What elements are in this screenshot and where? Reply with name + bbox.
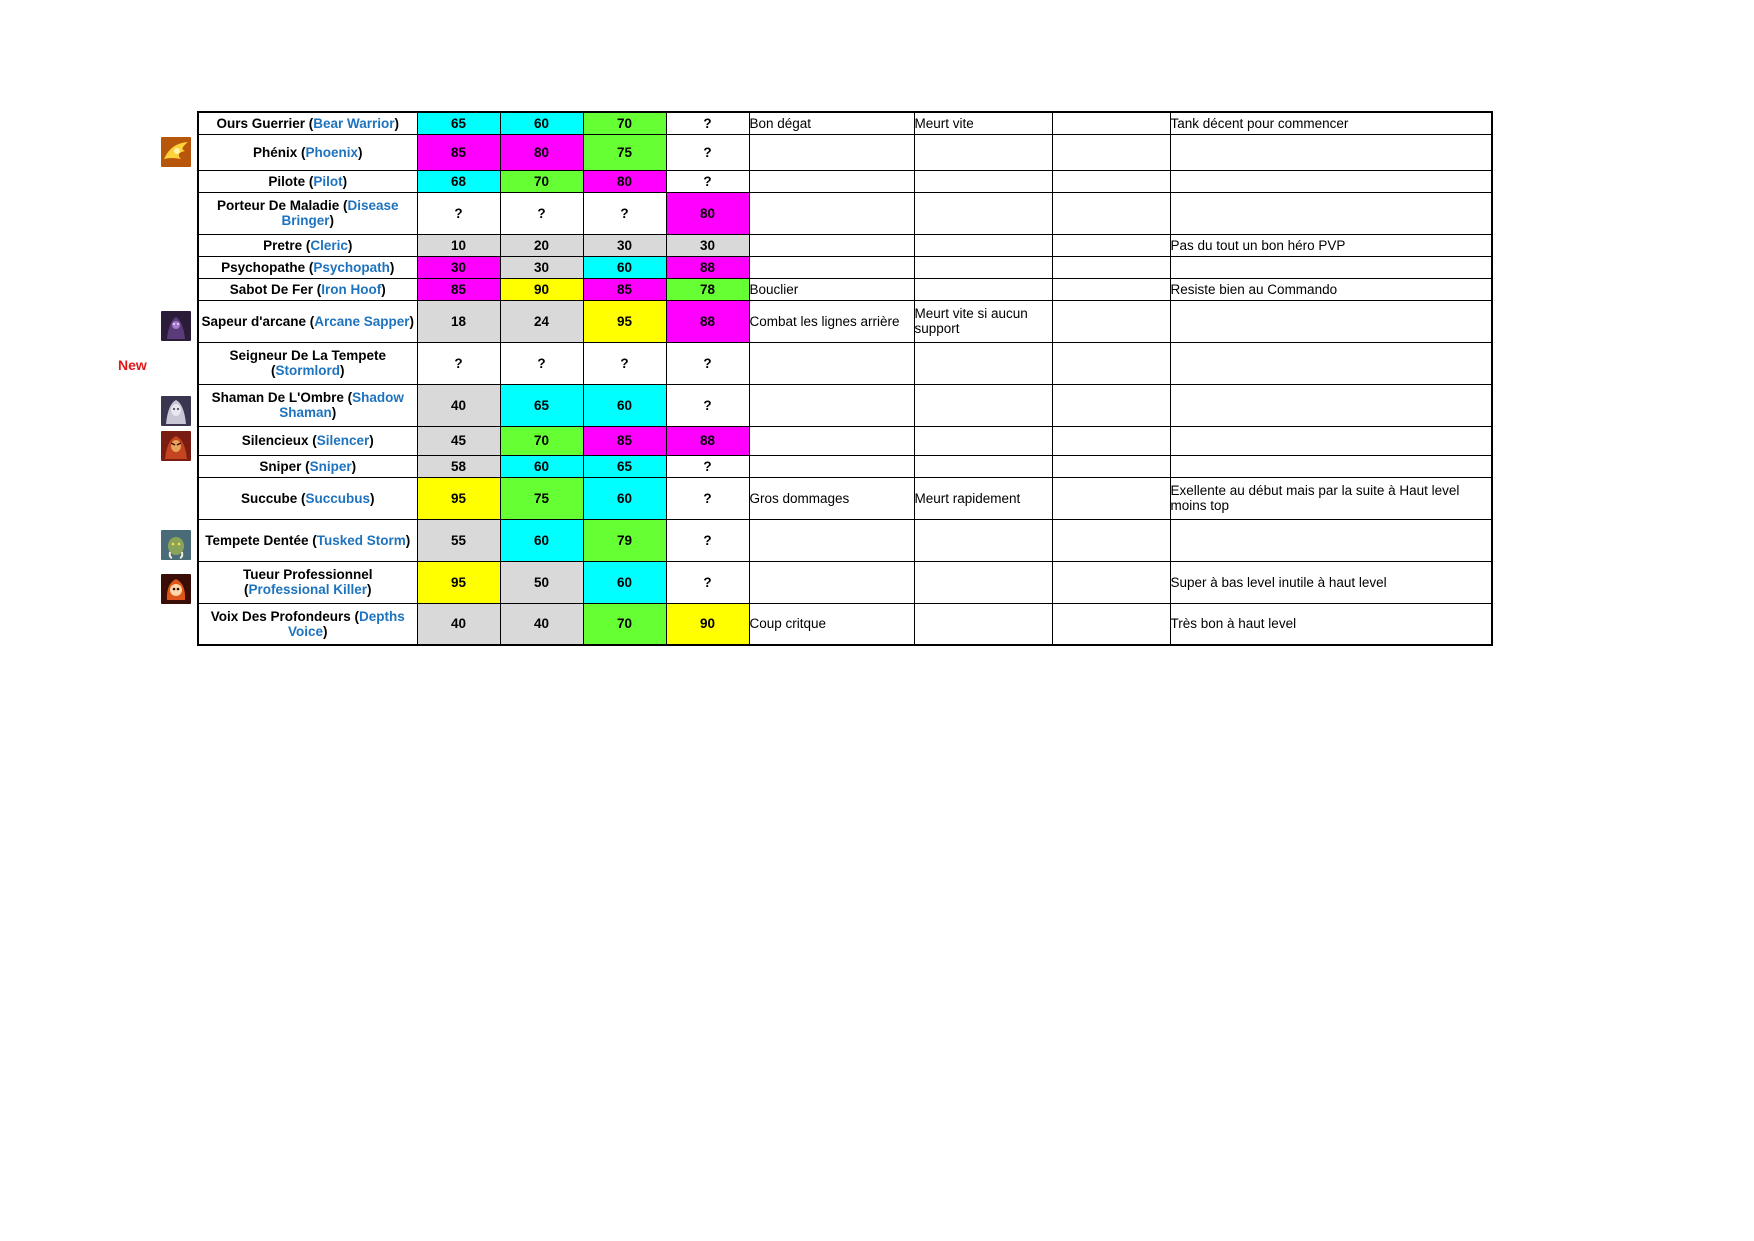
hero-english-name: Phoenix bbox=[305, 144, 359, 160]
comment-cell-c3 bbox=[1052, 278, 1170, 300]
hero-name-cell bbox=[198, 455, 417, 477]
comment-cell-c3 bbox=[1052, 384, 1170, 426]
stat-cell: 60 bbox=[500, 455, 583, 477]
table-row bbox=[198, 342, 1492, 384]
hero-french-name: Sapeur d'arcane bbox=[201, 313, 306, 329]
hero-english-name: Pilot bbox=[313, 173, 343, 189]
shadow-shaman-portrait-icon bbox=[161, 396, 191, 426]
comment-cell-c4 bbox=[1170, 300, 1492, 342]
comment-cell-c3 bbox=[1052, 112, 1170, 134]
hero-name-cell bbox=[198, 342, 417, 384]
comment-cell-c2 bbox=[914, 426, 1052, 455]
table-row bbox=[198, 384, 1492, 426]
stat-cell: 95 bbox=[583, 300, 666, 342]
hero-french-name: Seigneur De La Tempete bbox=[229, 348, 387, 363]
stat-cell: ? bbox=[666, 477, 749, 519]
stat-cell: 85 bbox=[417, 134, 500, 170]
stat-cell: 65 bbox=[500, 384, 583, 426]
hero-french-name: Sabot De Fer bbox=[229, 281, 314, 297]
comment-cell-c2 bbox=[914, 342, 1052, 384]
paren-close: ) bbox=[394, 115, 400, 131]
stat-cell: ? bbox=[583, 192, 666, 234]
stat-cell: 40 bbox=[500, 603, 583, 645]
stat-cell: 90 bbox=[500, 278, 583, 300]
stat-cell: 65 bbox=[583, 455, 666, 477]
comment-cell-c3 bbox=[1052, 603, 1170, 645]
paren-open: ( bbox=[305, 173, 314, 189]
hero-name-cell bbox=[198, 234, 417, 256]
table-row bbox=[198, 519, 1492, 561]
paren-open: ( bbox=[305, 115, 314, 131]
comment-cell-c1 bbox=[749, 234, 914, 256]
stat-cell: ? bbox=[666, 561, 749, 603]
new-label: New bbox=[118, 357, 147, 373]
stat-cell: 80 bbox=[583, 170, 666, 192]
stat-cell: ? bbox=[500, 192, 583, 234]
comment-cell-c4: Resiste bien au Commando bbox=[1170, 278, 1492, 300]
comment-cell-c2: Meurt rapidement bbox=[914, 477, 1052, 519]
stat-cell: 95 bbox=[417, 561, 500, 603]
comment-cell-c1: Coup critque bbox=[749, 603, 914, 645]
table-row bbox=[198, 134, 1492, 170]
comment-cell-c3 bbox=[1052, 192, 1170, 234]
paren-close: ) bbox=[340, 363, 345, 378]
comment-cell-c1: Gros dommages bbox=[749, 477, 914, 519]
stat-cell: 90 bbox=[666, 603, 749, 645]
stat-cell: ? bbox=[417, 192, 500, 234]
stat-cell: 55 bbox=[417, 519, 500, 561]
stat-cell: 75 bbox=[583, 134, 666, 170]
stat-cell: 30 bbox=[583, 234, 666, 256]
stat-cell: 60 bbox=[583, 477, 666, 519]
paren-open: ( bbox=[302, 237, 311, 253]
comment-cell-c1 bbox=[749, 384, 914, 426]
paren-close: ) bbox=[369, 433, 374, 448]
comment-cell-c3 bbox=[1052, 256, 1170, 278]
hero-french-name: Tueur Professionnel bbox=[242, 567, 373, 582]
comment-cell-c2 bbox=[914, 519, 1052, 561]
comment-cell-c3 bbox=[1052, 134, 1170, 170]
stat-cell: 65 bbox=[417, 112, 500, 134]
hero-english-name: Bear Warrior bbox=[313, 115, 395, 131]
comment-cell-c3 bbox=[1052, 170, 1170, 192]
stat-cell: 80 bbox=[666, 192, 749, 234]
stat-cell: ? bbox=[666, 342, 749, 384]
stat-cell: 95 bbox=[417, 477, 500, 519]
stat-cell: 40 bbox=[417, 384, 500, 426]
comment-cell-c4 bbox=[1170, 455, 1492, 477]
comment-cell-c2 bbox=[914, 561, 1052, 603]
stat-cell: 88 bbox=[666, 256, 749, 278]
comment-cell-c3 bbox=[1052, 300, 1170, 342]
stat-cell: 10 bbox=[417, 234, 500, 256]
comment-cell-c1 bbox=[749, 455, 914, 477]
paren-close: ) bbox=[347, 237, 353, 253]
stat-cell: 24 bbox=[500, 300, 583, 342]
comment-cell-c2 bbox=[914, 170, 1052, 192]
stat-cell: ? bbox=[666, 170, 749, 192]
hero-name-cell bbox=[198, 112, 417, 134]
stat-cell: ? bbox=[666, 519, 749, 561]
comment-cell-c3 bbox=[1052, 342, 1170, 384]
hero-stats-table bbox=[197, 111, 1493, 646]
comment-cell-c1 bbox=[749, 426, 914, 455]
stat-cell: 40 bbox=[417, 603, 500, 645]
table-row bbox=[198, 426, 1492, 455]
hero-name-cell bbox=[198, 384, 417, 426]
paren-open: ( bbox=[301, 458, 310, 474]
paren-open: ( bbox=[343, 390, 353, 405]
comment-cell-c4: Super à bas level inutile à haut level bbox=[1170, 561, 1492, 603]
hero-name-cell bbox=[198, 300, 417, 342]
paren-open: ( bbox=[313, 281, 322, 297]
comment-cell-c4: Exellente au début mais par la suite à Haut level moins top bbox=[1170, 477, 1492, 519]
stat-cell: 85 bbox=[417, 278, 500, 300]
comment-cell-c1 bbox=[749, 342, 914, 384]
hero-french-name: Sniper bbox=[259, 458, 302, 474]
stat-cell: ? bbox=[583, 342, 666, 384]
comment-cell-c4 bbox=[1170, 256, 1492, 278]
hero-french-name: Succube bbox=[240, 490, 298, 506]
paren-open: ( bbox=[308, 532, 317, 548]
hero-english-name: Tusked Storm bbox=[316, 532, 406, 548]
stat-cell: 60 bbox=[583, 384, 666, 426]
stat-cell: 45 bbox=[417, 426, 500, 455]
stat-cell: 50 bbox=[500, 561, 583, 603]
paren-close: ) bbox=[342, 173, 348, 189]
arcane-sapper-portrait-icon bbox=[161, 311, 191, 341]
paren-close: ) bbox=[367, 582, 372, 597]
hero-name-cell bbox=[198, 256, 417, 278]
hero-name-cell bbox=[198, 192, 417, 234]
comment-cell-c3 bbox=[1052, 455, 1170, 477]
comment-cell-c4: Pas du tout un bon héro PVP bbox=[1170, 234, 1492, 256]
hero-english-name: Silencer bbox=[316, 433, 370, 448]
comment-cell-c2 bbox=[914, 192, 1052, 234]
paren-close: ) bbox=[351, 458, 357, 474]
stat-cell: ? bbox=[417, 342, 500, 384]
paren-close: ) bbox=[389, 259, 395, 275]
hero-french-name: Pretre bbox=[263, 237, 303, 253]
stat-cell: 30 bbox=[500, 256, 583, 278]
table-row bbox=[198, 300, 1492, 342]
stat-cell: 85 bbox=[583, 426, 666, 455]
comment-cell-c1 bbox=[749, 519, 914, 561]
stat-cell: 60 bbox=[583, 561, 666, 603]
stat-cell: 30 bbox=[417, 256, 500, 278]
hero-french-name: Voix Des Profondeurs bbox=[210, 608, 351, 624]
comment-cell-c3 bbox=[1052, 561, 1170, 603]
paren-open: ( bbox=[308, 433, 317, 448]
comment-cell-c2 bbox=[914, 234, 1052, 256]
table-row bbox=[198, 192, 1492, 234]
stat-cell: 70 bbox=[583, 603, 666, 645]
hero-english-name: Iron Hoof bbox=[321, 281, 382, 297]
paren-close: ) bbox=[331, 405, 337, 420]
table-row bbox=[198, 561, 1492, 603]
paren-open: ( bbox=[297, 144, 306, 160]
comment-cell-c1 bbox=[749, 192, 914, 234]
stat-cell: 60 bbox=[500, 112, 583, 134]
comment-cell-c1 bbox=[749, 170, 914, 192]
comment-cell-c1: Bouclier bbox=[749, 278, 914, 300]
comment-cell-c4 bbox=[1170, 170, 1492, 192]
hero-english-name: Arcane Sapper bbox=[314, 313, 410, 329]
tusked-storm-portrait-icon bbox=[161, 530, 191, 560]
stat-cell: 88 bbox=[666, 426, 749, 455]
comment-cell-c4 bbox=[1170, 384, 1492, 426]
stat-cell: 70 bbox=[500, 426, 583, 455]
professional-killer-portrait-icon bbox=[161, 574, 191, 604]
comment-cell-c4: Tank décent pour commencer bbox=[1170, 112, 1492, 134]
hero-english-name: Stormlord bbox=[275, 363, 340, 378]
hero-french-name: Ours Guerrier bbox=[216, 115, 305, 131]
table-row bbox=[198, 112, 1492, 134]
stat-cell: 70 bbox=[500, 170, 583, 192]
comment-cell-c4 bbox=[1170, 342, 1492, 384]
stat-cell: 85 bbox=[583, 278, 666, 300]
stat-cell: 79 bbox=[583, 519, 666, 561]
stat-cell: 88 bbox=[666, 300, 749, 342]
stat-cell: 70 bbox=[583, 112, 666, 134]
table-row bbox=[198, 455, 1492, 477]
table-row bbox=[198, 477, 1492, 519]
paren-close: ) bbox=[409, 313, 415, 329]
paren-close: ) bbox=[370, 490, 375, 506]
phoenix-portrait-icon bbox=[161, 137, 191, 167]
paren-close: ) bbox=[358, 144, 363, 160]
comment-cell-c4 bbox=[1170, 192, 1492, 234]
comment-cell-c2 bbox=[914, 134, 1052, 170]
paren-close: ) bbox=[381, 281, 386, 297]
stat-cell: 78 bbox=[666, 278, 749, 300]
stat-cell: ? bbox=[666, 455, 749, 477]
paren-open: ( bbox=[339, 198, 348, 213]
paren-close: ) bbox=[329, 213, 334, 228]
hero-french-name: Shaman De L'Ombre bbox=[211, 390, 344, 405]
hero-name-cell bbox=[198, 426, 417, 455]
stat-cell: ? bbox=[666, 134, 749, 170]
paren-close: ) bbox=[323, 623, 328, 639]
stat-cell: 30 bbox=[666, 234, 749, 256]
stat-cell: ? bbox=[500, 342, 583, 384]
silencer-portrait-icon bbox=[161, 431, 191, 461]
hero-french-name: Porteur De Maladie bbox=[216, 198, 340, 213]
table-row bbox=[198, 256, 1492, 278]
stat-cell: 75 bbox=[500, 477, 583, 519]
paren-open: ( bbox=[243, 582, 249, 597]
comment-cell-c2 bbox=[914, 455, 1052, 477]
comment-cell-c2 bbox=[914, 278, 1052, 300]
comment-cell-c2 bbox=[914, 256, 1052, 278]
comment-cell-c4 bbox=[1170, 134, 1492, 170]
hero-name-cell bbox=[198, 134, 417, 170]
table-row bbox=[198, 278, 1492, 300]
hero-name-cell bbox=[198, 519, 417, 561]
hero-name-cell bbox=[198, 477, 417, 519]
hero-english-name: Succubus bbox=[305, 490, 371, 506]
stat-cell: ? bbox=[666, 112, 749, 134]
hero-name-cell bbox=[198, 278, 417, 300]
hero-name-cell bbox=[198, 170, 417, 192]
hero-english-name: Professional Killer bbox=[248, 582, 368, 597]
comment-cell-c3 bbox=[1052, 477, 1170, 519]
table-row bbox=[198, 234, 1492, 256]
comment-cell-c4 bbox=[1170, 519, 1492, 561]
stat-cell: 20 bbox=[500, 234, 583, 256]
hero-english-name: Shadow Shaman bbox=[279, 390, 404, 420]
hero-french-name: Psychopathe bbox=[221, 259, 306, 275]
paren-open: ( bbox=[350, 608, 359, 624]
hero-english-name: Psychopath bbox=[313, 259, 390, 275]
comment-cell-c2: Meurt vite bbox=[914, 112, 1052, 134]
stat-cell: 60 bbox=[500, 519, 583, 561]
comment-cell-c1 bbox=[749, 134, 914, 170]
comment-cell-c1: Combat les lignes arrière bbox=[749, 300, 914, 342]
stat-cell: 18 bbox=[417, 300, 500, 342]
hero-french-name: Pilote bbox=[268, 173, 306, 189]
stat-cell: ? bbox=[666, 384, 749, 426]
hero-english-name: Depths Voice bbox=[287, 608, 405, 639]
paren-open: ( bbox=[297, 490, 306, 506]
comment-cell-c3 bbox=[1052, 519, 1170, 561]
comment-cell-c2 bbox=[914, 603, 1052, 645]
comment-cell-c4 bbox=[1170, 426, 1492, 455]
comment-cell-c4: Très bon à haut level bbox=[1170, 603, 1492, 645]
paren-close: ) bbox=[405, 532, 411, 548]
hero-english-name: Disease Bringer bbox=[281, 198, 399, 228]
comment-cell-c1 bbox=[749, 561, 914, 603]
paren-open: ( bbox=[270, 363, 276, 378]
comment-cell-c1 bbox=[749, 256, 914, 278]
hero-french-name: Tempete Dentée bbox=[205, 532, 309, 548]
table-row bbox=[198, 170, 1492, 192]
stat-cell: 60 bbox=[583, 256, 666, 278]
stat-cell: 80 bbox=[500, 134, 583, 170]
hero-name-cell bbox=[198, 561, 417, 603]
comment-cell-c3 bbox=[1052, 234, 1170, 256]
table-row bbox=[198, 603, 1492, 645]
stat-cell: 58 bbox=[417, 455, 500, 477]
paren-open: ( bbox=[305, 259, 314, 275]
stat-cell: 68 bbox=[417, 170, 500, 192]
hero-name-cell bbox=[198, 603, 417, 645]
hero-english-name: Cleric bbox=[310, 237, 348, 253]
hero-french-name: Silencieux bbox=[241, 433, 309, 448]
paren-open: ( bbox=[305, 313, 315, 329]
comment-cell-c3 bbox=[1052, 426, 1170, 455]
hero-english-name: Sniper bbox=[309, 458, 352, 474]
comment-cell-c1: Bon dégat bbox=[749, 112, 914, 134]
comment-cell-c2: Meurt vite si aucun support bbox=[914, 300, 1052, 342]
hero-french-name: Phénix bbox=[252, 144, 298, 160]
comment-cell-c2 bbox=[914, 384, 1052, 426]
